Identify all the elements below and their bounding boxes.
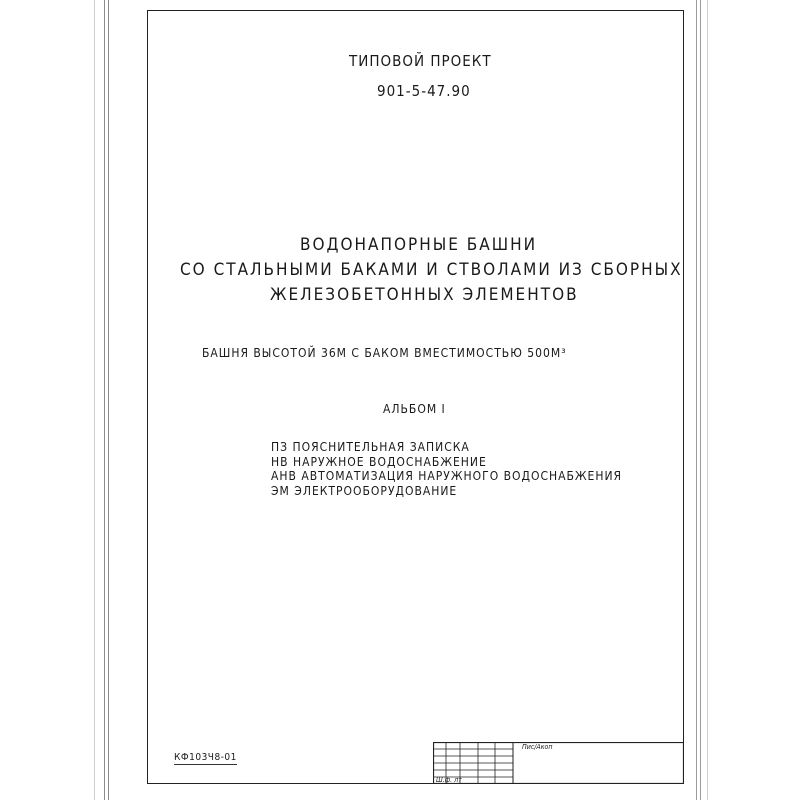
stamp-sheet-label: Ш.ф. лт (436, 776, 462, 784)
contents-item: ПЗ ПОЯСНИТЕЛЬНАЯ ЗАПИСКА (271, 440, 470, 454)
binding-strip-right (696, 0, 701, 800)
album-label: АЛЬБОМ I (383, 402, 446, 416)
contents-item: ЭМ ЭЛЕКТРООБОРУДОВАНИЕ (271, 484, 458, 498)
title-line-3: ЖЕЛЕЗОБЕТОННЫХ ЭЛЕМЕНТОВ (270, 285, 579, 305)
title-line-1: ВОДОНАПОРНЫЕ БАШНИ (300, 235, 538, 255)
stamp-label: Пис/Акоп (522, 743, 553, 751)
stamp-grid (433, 742, 684, 784)
title-line-2: СО СТАЛЬНЫМИ БАКАМИ И СТВОЛАМИ ИЗ СБОРНЫХ (180, 260, 683, 280)
project-number: 901-5-47.90 (377, 82, 471, 100)
contents-item: АНВ АВТОМАТИЗАЦИЯ НАРУЖНОГО ВОДОСНАБЖЕНИЯ (271, 469, 623, 483)
contents-item: НВ НАРУЖНОЕ ВОДОСНАБЖЕНИЕ (271, 455, 487, 469)
subtitle: БАШНЯ ВЫСОТОЙ 36М С БАКОМ ВМЕСТИМОСТЬЮ 500М³ (202, 346, 567, 360)
drawing-frame (147, 10, 684, 784)
document-code: КФ103Ч8-01 (174, 752, 237, 763)
binding-strip-left (104, 0, 109, 800)
title-block-stamp (433, 742, 684, 784)
project-heading: ТИПОВОЙ ПРОЕКТ (349, 52, 492, 70)
